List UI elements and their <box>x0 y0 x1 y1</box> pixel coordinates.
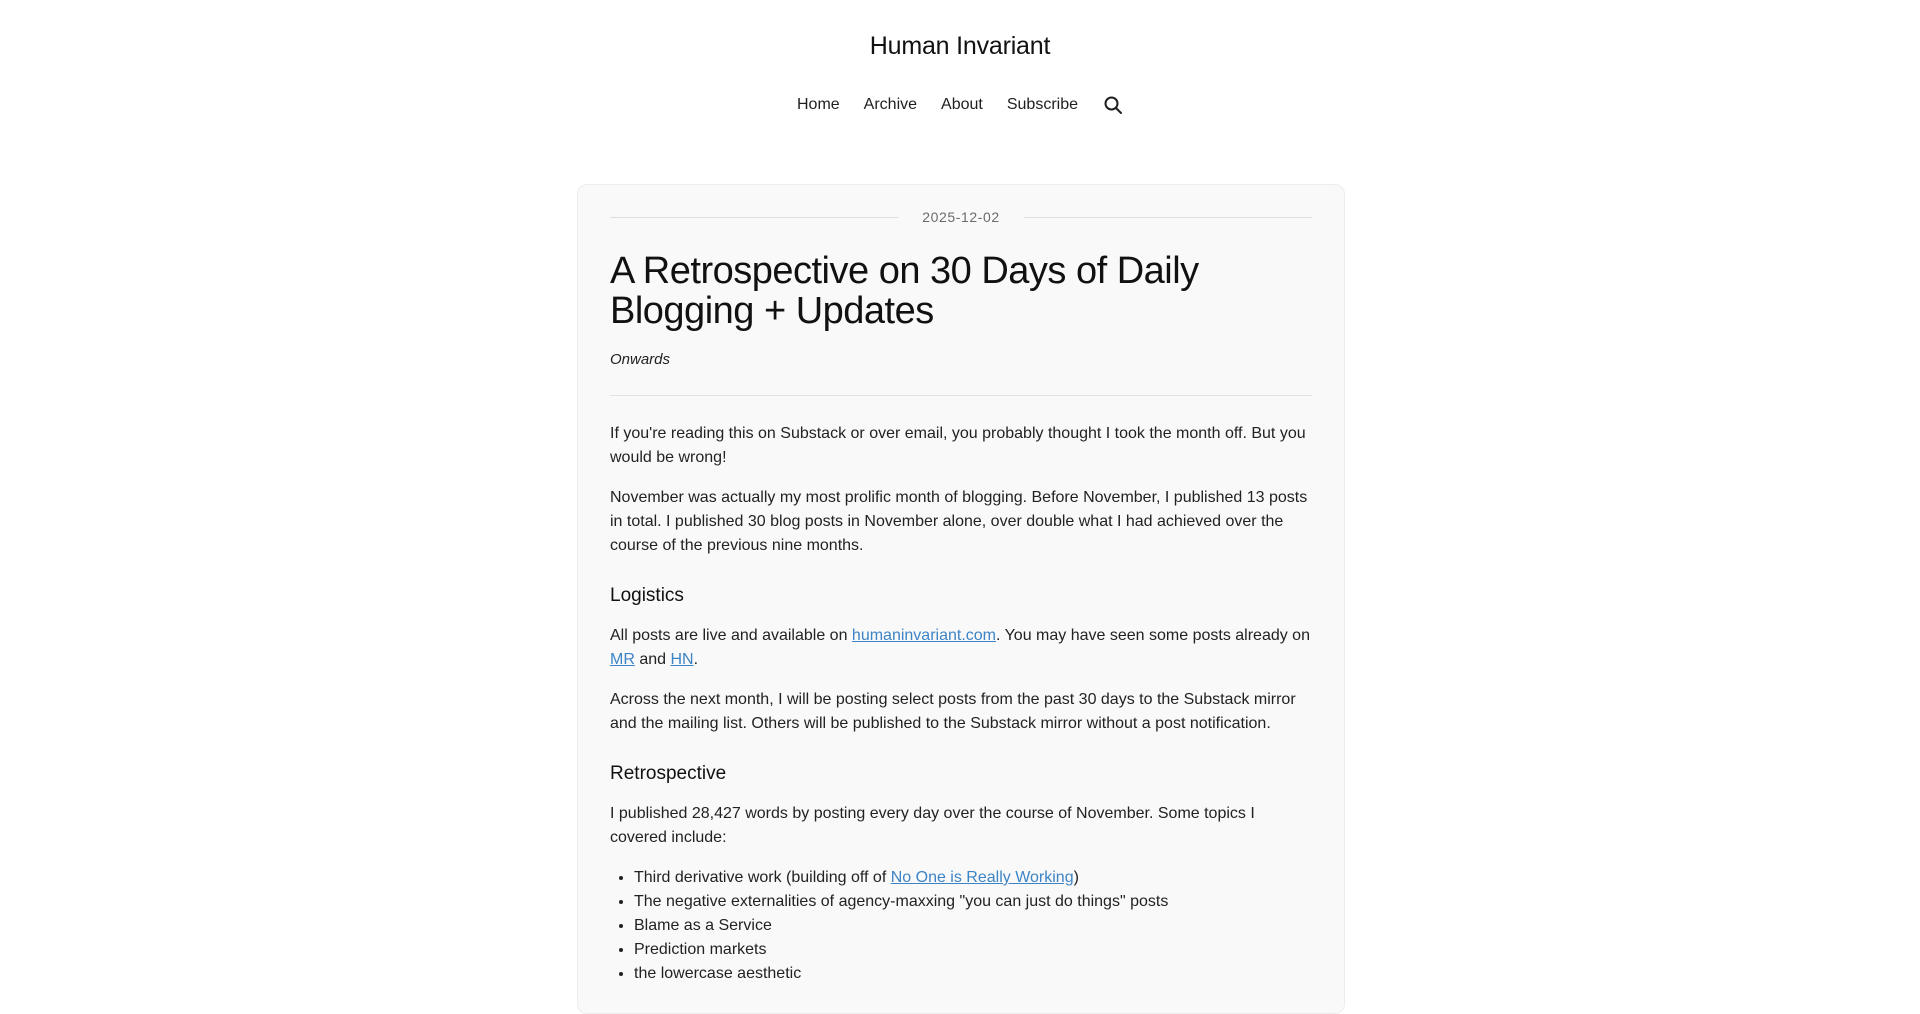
post-body <box>610 422 1312 986</box>
intro-paragraph-2: November was actually my most prolific month of blogging. Before November, I published 13 posts in total. I published 30 blog posts in November alone, over double what I had achieved over the course of the previous nine months. <box>610 489 1308 554</box>
logistics-text-3: and <box>634 651 671 668</box>
nav-home-link[interactable]: Home <box>796 96 840 113</box>
logistics-text-1: All posts are live and available on <box>610 627 852 644</box>
post-title: A Retrospective on 30 Days of Daily Blogging + Updates <box>610 250 1199 332</box>
site-header <box>0 0 1920 115</box>
search-icon[interactable] <box>1103 95 1123 115</box>
date-rule-right <box>1024 217 1312 218</box>
logistics-paragraph-2: Across the next month, I will be posting select posts from the past 30 days to the Substack mirror and the mailing list. Others will be published to the Substack mirror without a post notification. <box>610 691 1296 732</box>
logistics-heading: Logistics <box>610 585 684 606</box>
list-item <box>634 866 1312 890</box>
intro-paragraph-1: If you're reading this on Substack or over email, you probably thought I took the month off. But you would be wrong! <box>610 425 1306 466</box>
title-divider <box>610 395 1312 396</box>
post-subtitle: Onwards <box>610 351 671 368</box>
logistics-paragraph-1 <box>610 624 1312 672</box>
logistics-text-2: . You may have seen some posts already on <box>996 627 1310 644</box>
retrospective-paragraph-1: I published 28,427 words by posting every day over the course of November. Some topics I covered include: <box>610 805 1255 846</box>
main-nav <box>0 95 1920 115</box>
logistics-text-4: . <box>693 651 699 668</box>
hn-link[interactable]: HN <box>670 651 694 668</box>
list-item-text: ) <box>1073 869 1079 886</box>
post-card <box>577 184 1345 1014</box>
post-date-row <box>610 209 1312 225</box>
nav-subscribe-link[interactable]: Subscribe <box>1006 96 1078 113</box>
nav-about-link[interactable]: About <box>941 96 983 113</box>
mr-link[interactable]: MR <box>610 651 635 668</box>
post-date: 2025-12-02 <box>922 209 1000 225</box>
nav-archive-link[interactable]: Archive <box>863 96 918 113</box>
list-item: • the lowercase aesthetic <box>634 962 1312 986</box>
no-one-is-really-working-link[interactable]: No One is Really Working <box>890 869 1074 886</box>
list-item: • The negative externalities of agency-maxxing "you can just do things" posts <box>634 890 1312 914</box>
humaninvariant-link[interactable]: humaninvariant.com <box>851 627 996 644</box>
topics-list <box>610 866 1312 986</box>
list-item-text: Third derivative work (building off of <box>634 869 891 886</box>
list-item: • Prediction markets <box>634 938 1312 962</box>
date-rule-left <box>610 217 898 218</box>
list-item: • Blame as a Service <box>634 914 1312 938</box>
site-title[interactable]: Human Invariant <box>869 32 1051 60</box>
retrospective-heading: Retrospective <box>610 763 727 784</box>
